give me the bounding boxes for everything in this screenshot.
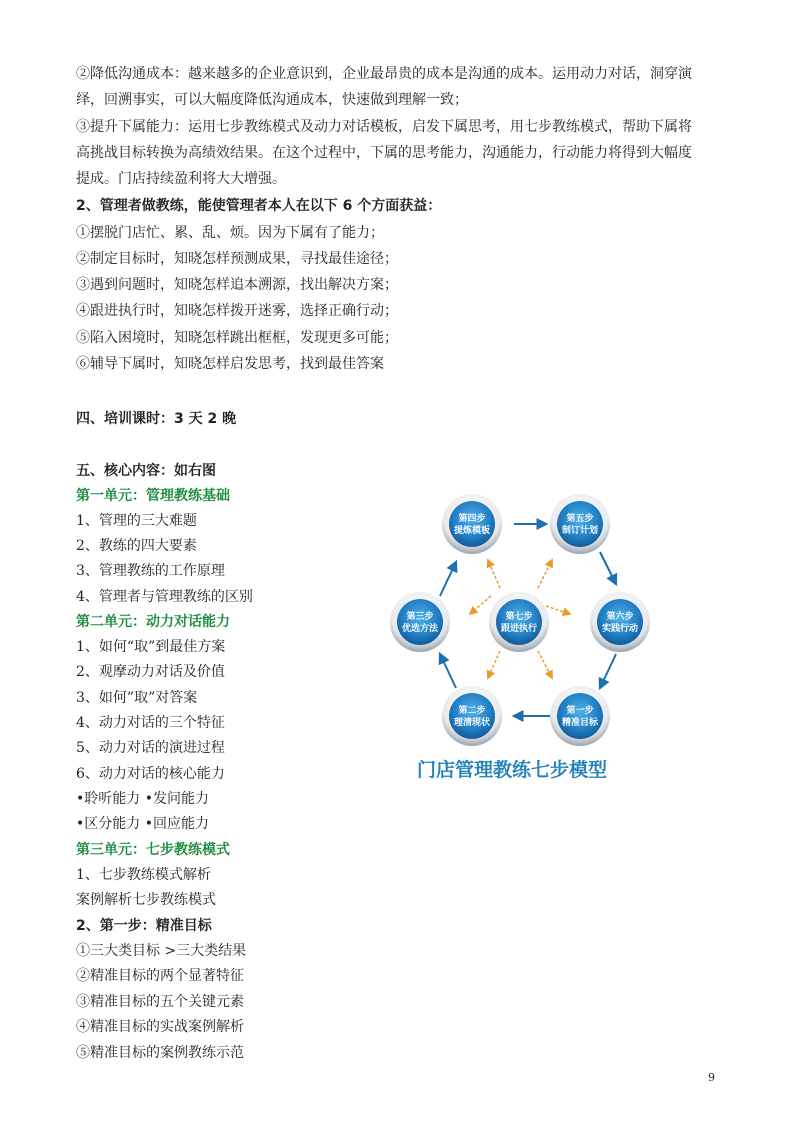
flow-arrow xyxy=(600,654,616,688)
svg-text:第一步: 第一步 xyxy=(566,706,594,716)
list-item: ④跟进执行时，知晓怎样拨开迷雾，选择正确行动； xyxy=(76,303,398,319)
svg-text:跟进执行: 跟进执行 xyxy=(500,624,538,634)
center-arrow xyxy=(538,651,552,678)
diagram-title: 门店管理教练七步模型 xyxy=(416,759,608,781)
step6-node xyxy=(590,592,650,652)
svg-text:理清现状: 理清现状 xyxy=(453,718,491,728)
page-number: 9 xyxy=(708,1071,715,1084)
unit-title: 第二单元：动力对话能力 xyxy=(76,614,230,630)
list-item: ④精准目标的实战案例解析 xyxy=(76,1019,244,1035)
training-heading: 四、培训课时：3 天 2 晚 xyxy=(76,411,237,427)
list-item: ①摆脱门店忙、累、乱、烦。因为下属有了能力； xyxy=(76,225,384,241)
list-item: 2、观摩动力对话及价值 xyxy=(76,664,225,680)
list-item: ①三大类目标 >三大类结果 xyxy=(76,943,247,959)
section-heading: 2、管理者做教练，能使管理者本人在以下 6 个方面获益： xyxy=(76,198,442,214)
flow-arrow xyxy=(440,562,456,596)
paragraph-line: 提成。门店持续盈利将大大增强。 xyxy=(76,171,286,187)
list-item: 2、教练的四大要素 xyxy=(76,538,197,554)
step2-node xyxy=(442,686,502,746)
svg-text:制订计划: 制订计划 xyxy=(561,526,599,536)
list-item: •聆听能力 •发问能力 xyxy=(76,791,209,807)
unit-title: 第一单元：管理教练基础 xyxy=(76,488,230,504)
paragraph-line: ③提升下属能力：运用七步教练模式及动力对话模板，启发下属思考，用七步教练模式，帮助下属将 xyxy=(76,119,692,135)
unit-title: 第三单元：七步教练模式 xyxy=(76,842,230,858)
step-heading: 2、第一步：精准目标 xyxy=(76,918,212,934)
list-item: •区分能力 •回应能力 xyxy=(76,816,209,832)
list-item: 1、七步教练模式解析 xyxy=(76,867,211,883)
step5-node xyxy=(550,494,610,554)
list-item: ⑤陷入困境时，知晓怎样跳出框框，发现更多可能； xyxy=(76,330,398,346)
list-item: 6、动力对话的核心能力 xyxy=(76,766,225,782)
list-item: ③精准目标的五个关键元素 xyxy=(76,994,244,1010)
center-arrow xyxy=(488,651,500,678)
step3-node xyxy=(390,592,450,652)
flow-arrow xyxy=(440,654,456,688)
list-item: 1、管理的三大难题 xyxy=(76,513,197,529)
svg-text:第七步: 第七步 xyxy=(505,612,533,622)
svg-text:第二步: 第二步 xyxy=(458,706,486,716)
center-arrow xyxy=(546,606,570,614)
list-item: ⑥辅导下属时，知晓怎样启发思考，找到最佳答案 xyxy=(76,356,384,372)
core-heading: 五、核心内容：如右图 xyxy=(76,463,216,479)
list-item: 4、管理者与管理教练的区别 xyxy=(76,589,253,605)
flow-arrow xyxy=(600,552,616,584)
center-arrow xyxy=(538,560,552,588)
paragraph-line: ②降低沟通成本：越来越多的企业意识到，企业最昂贵的成本是沟通的成本。运用动力对话，洞穿演 xyxy=(76,66,692,82)
paragraph-line: 绎，回溯事实，可以大幅度降低沟通成本，快速做到理解一致； xyxy=(76,92,468,108)
svg-text:优选方法: 优选方法 xyxy=(401,624,439,634)
center-arrow xyxy=(470,596,491,614)
paragraph-line: 高挑战目标转换为高绩效结果。在这个过程中，下属的思考能力，沟通能力，行动能力将得到大幅度 xyxy=(76,145,692,161)
list-item: ⑤精准目标的案例教练示范 xyxy=(76,1045,244,1061)
list-item: 3、如何”取”对答案 xyxy=(76,690,198,706)
step1-node xyxy=(550,686,610,746)
list-item: 1、如何“取”到最佳方案 xyxy=(76,639,226,655)
center-arrow xyxy=(488,560,500,588)
svg-text:提炼模板: 提炼模板 xyxy=(453,526,491,536)
list-item: ③遇到问题时，知晓怎样追本溯源，找出解决方案； xyxy=(76,277,398,293)
svg-text:第六步: 第六步 xyxy=(606,612,634,622)
list-item: 案例解析七步教练模式 xyxy=(76,892,216,908)
list-item: ②精准目标的两个显著特征 xyxy=(76,968,244,984)
list-item: 5、动力对话的演进过程 xyxy=(76,740,225,756)
list-item: 3、管理教练的工作原理 xyxy=(76,563,225,579)
svg-text:实践行动: 实践行动 xyxy=(601,624,639,634)
svg-text:第四步: 第四步 xyxy=(458,514,486,524)
step4-node xyxy=(442,494,502,554)
list-item: 4、动力对话的三个特征 xyxy=(76,715,225,731)
seven-step-diagram xyxy=(388,476,650,786)
svg-text:第三步: 第三步 xyxy=(406,612,434,622)
list-item: ②制定目标时，知晓怎样预测成果，寻找最佳途径； xyxy=(76,251,398,267)
svg-text:精准目标: 精准目标 xyxy=(561,718,599,728)
svg-text:第五步: 第五步 xyxy=(566,514,594,524)
step7-node xyxy=(489,592,549,652)
